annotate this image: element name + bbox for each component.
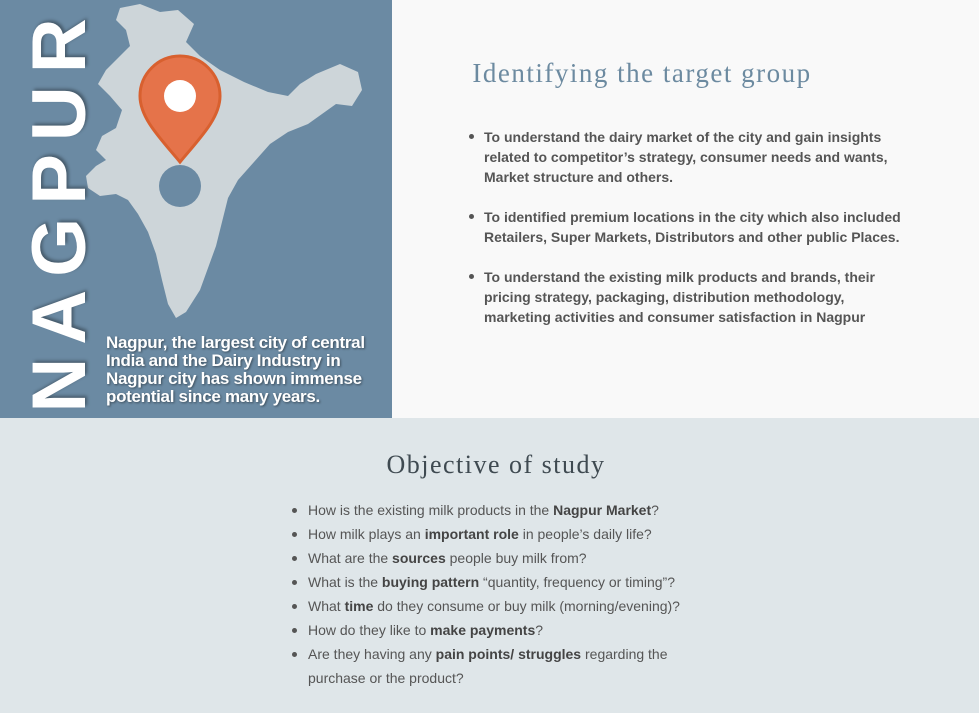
objective-title: Objective of study (386, 450, 606, 479)
hero-caption: Nagpur, the largest city of central India and the Dairy Industry in Nagpur city has shown immense potential since many years. (106, 333, 365, 406)
hero-panel (0, 0, 392, 418)
list-item: What are the sources people buy milk from? (308, 546, 728, 570)
list-item: How is the existing milk products in the Nagpur Market? (308, 498, 728, 522)
list-item: To understand the dairy market of the city and gain insights related to competitor’s strategy, consumer needs and wants, Market structure and others. (484, 127, 914, 187)
city-name-vertical: NAGPUR (17, 5, 102, 413)
target-group-title: Identifying the target group (472, 58, 812, 88)
list-item: What is the buying pattern “quantity, frequency or timing”? (308, 570, 728, 594)
list-item: How milk plays an important role in people’s daily life? (308, 522, 728, 546)
objective-list (308, 498, 728, 690)
india-map-icon (82, 0, 372, 330)
list-item: What time do they consume or buy milk (morning/evening)? (308, 594, 728, 618)
target-group-panel (392, 0, 979, 418)
list-item: To identified premium locations in the city which also included Retailers, Super Markets, Distributors and other public Places. (484, 207, 914, 247)
list-item: Are they having any pain points/ struggles regarding the purchase or the product? (308, 642, 728, 690)
objective-panel (0, 418, 979, 713)
list-item: How do they like to make payments? (308, 618, 728, 642)
target-group-list (484, 127, 914, 347)
list-item: To understand the existing milk products and brands, their pricing strategy, packaging, distribution methodology, marketing activities and consumer satisfaction in Nagpur (484, 267, 914, 327)
